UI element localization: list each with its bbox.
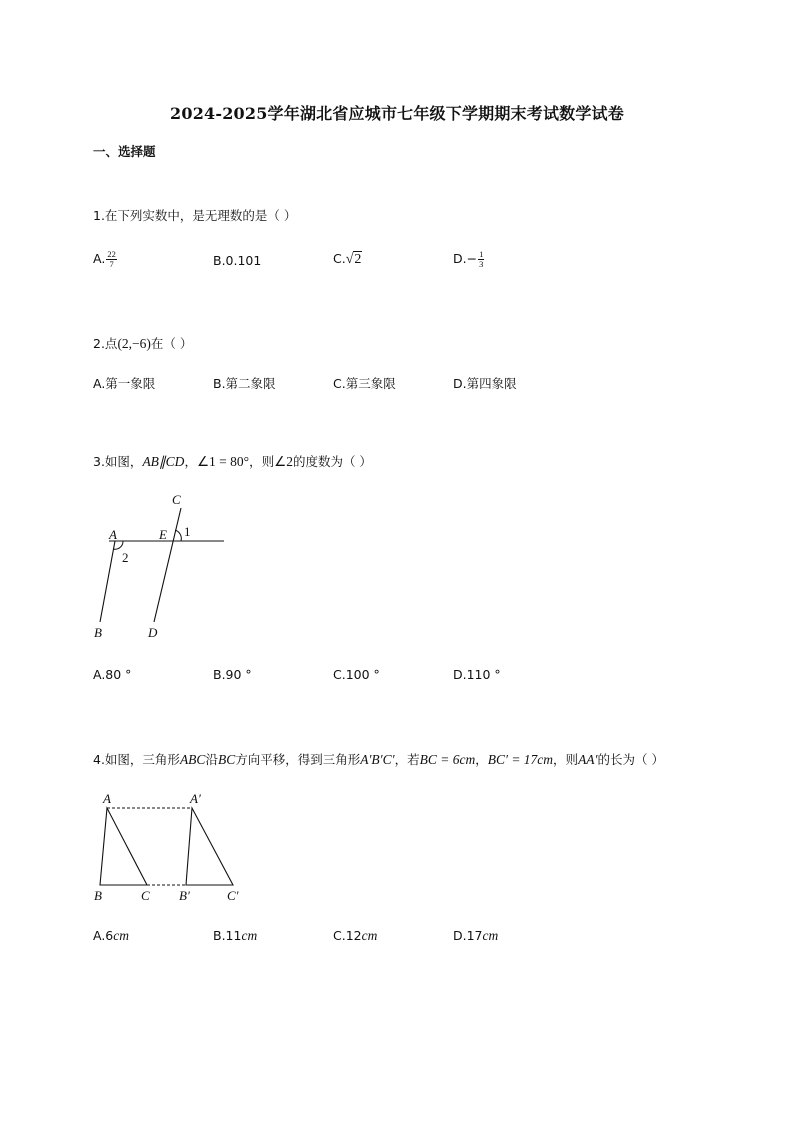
triangle-name: A′B′C′ bbox=[360, 752, 395, 767]
label-a: A bbox=[103, 791, 111, 806]
section-heading: 一、选择题 bbox=[93, 144, 156, 159]
label-angle-1: 1 bbox=[184, 524, 191, 539]
length-expression: BC′ = 17cm bbox=[487, 752, 554, 767]
question-2-option-c[interactable]: C.第三象限 bbox=[333, 376, 396, 391]
label-angle-2: 2 bbox=[122, 550, 129, 565]
question-3-option-d[interactable]: D.110 ° bbox=[453, 667, 501, 682]
question-4-option-d[interactable] bbox=[453, 928, 498, 944]
stem-text: 3.如图， bbox=[93, 454, 143, 469]
parallel-expression: AB∥CD bbox=[142, 454, 185, 469]
question-3-option-b[interactable]: B.90 ° bbox=[213, 667, 252, 682]
denominator: 3 bbox=[479, 259, 484, 269]
unit: cm bbox=[361, 928, 378, 943]
unit: cm bbox=[241, 928, 258, 943]
stem-text: ， bbox=[475, 752, 488, 767]
triangle-a2b2c2 bbox=[186, 808, 233, 885]
option-label: D.− bbox=[453, 251, 478, 266]
stem-text: ，若 bbox=[394, 752, 420, 767]
stem-text: 方向平移，得到三角形 bbox=[235, 752, 361, 767]
page-title: 2024-2025学年湖北省应城市七年级下学期期末考试数学试卷 bbox=[170, 104, 624, 123]
question-3-option-a[interactable]: A.80 ° bbox=[93, 667, 132, 682]
question-2-option-d[interactable]: D.第四象限 bbox=[453, 376, 517, 391]
stem-text: ，则 bbox=[553, 752, 579, 767]
triangle-name: ABC bbox=[179, 752, 206, 767]
label-c: C bbox=[141, 888, 150, 903]
option-value: D.17 bbox=[453, 928, 483, 943]
label-d: D bbox=[148, 625, 158, 640]
label-c-prime: C′ bbox=[227, 888, 239, 903]
option-label: A. bbox=[93, 251, 106, 266]
question-4-option-a[interactable] bbox=[93, 928, 129, 944]
angle-expression: ∠2 bbox=[274, 454, 293, 469]
question-3-option-c[interactable]: C.100 ° bbox=[333, 667, 380, 682]
numerator: 22 bbox=[107, 249, 116, 259]
label-c: C bbox=[172, 492, 181, 507]
length-expression: BC = 6cm bbox=[419, 752, 476, 767]
stem-text: 的度数为（ ） bbox=[292, 454, 372, 469]
option-value: B.11 bbox=[213, 928, 242, 943]
label-b: B bbox=[94, 625, 102, 640]
numerator: 1 bbox=[479, 249, 484, 259]
radicand: 2 bbox=[354, 252, 362, 267]
label-a: A bbox=[109, 527, 117, 542]
segment-name: BC bbox=[217, 752, 236, 767]
label-b-prime: B′ bbox=[179, 888, 190, 903]
label-e: E bbox=[159, 527, 167, 542]
denominator: 7 bbox=[109, 259, 114, 269]
question-2-option-b[interactable]: B.第二象限 bbox=[213, 376, 276, 391]
stem-text: 在（ ） bbox=[150, 336, 193, 351]
stem-text: 2.点 bbox=[93, 336, 118, 351]
stem-text: 4.如图，三角形 bbox=[93, 752, 180, 767]
label-b: B bbox=[94, 888, 102, 903]
square-root: √2 bbox=[345, 252, 362, 267]
option-value: C.12 bbox=[333, 928, 362, 943]
point-coordinates: (2,−6) bbox=[117, 336, 151, 351]
segment-name: AA′ bbox=[578, 752, 598, 767]
question-1-stem: 1.在下列实数中，是无理数的是（ ） bbox=[93, 208, 297, 223]
stem-text: 的长为（ ） bbox=[597, 752, 664, 767]
unit: cm bbox=[113, 928, 130, 943]
question-4-option-c[interactable] bbox=[333, 928, 377, 944]
angle-expression: ∠1 = 80° bbox=[196, 454, 250, 469]
option-value: A.6 bbox=[93, 928, 114, 943]
question-1-option-b[interactable]: B.0.101 bbox=[213, 253, 262, 268]
question-2-option-a[interactable]: A.第一象限 bbox=[93, 376, 156, 391]
question-4-option-b[interactable] bbox=[213, 928, 257, 944]
stem-text: ，则 bbox=[249, 454, 275, 469]
triangle-abc bbox=[100, 808, 147, 885]
unit: cm bbox=[482, 928, 499, 943]
stem-text: 沿 bbox=[205, 752, 218, 767]
label-a-prime: A′ bbox=[190, 791, 201, 806]
stem-text: ， bbox=[184, 454, 197, 469]
option-label: C. bbox=[333, 251, 346, 266]
